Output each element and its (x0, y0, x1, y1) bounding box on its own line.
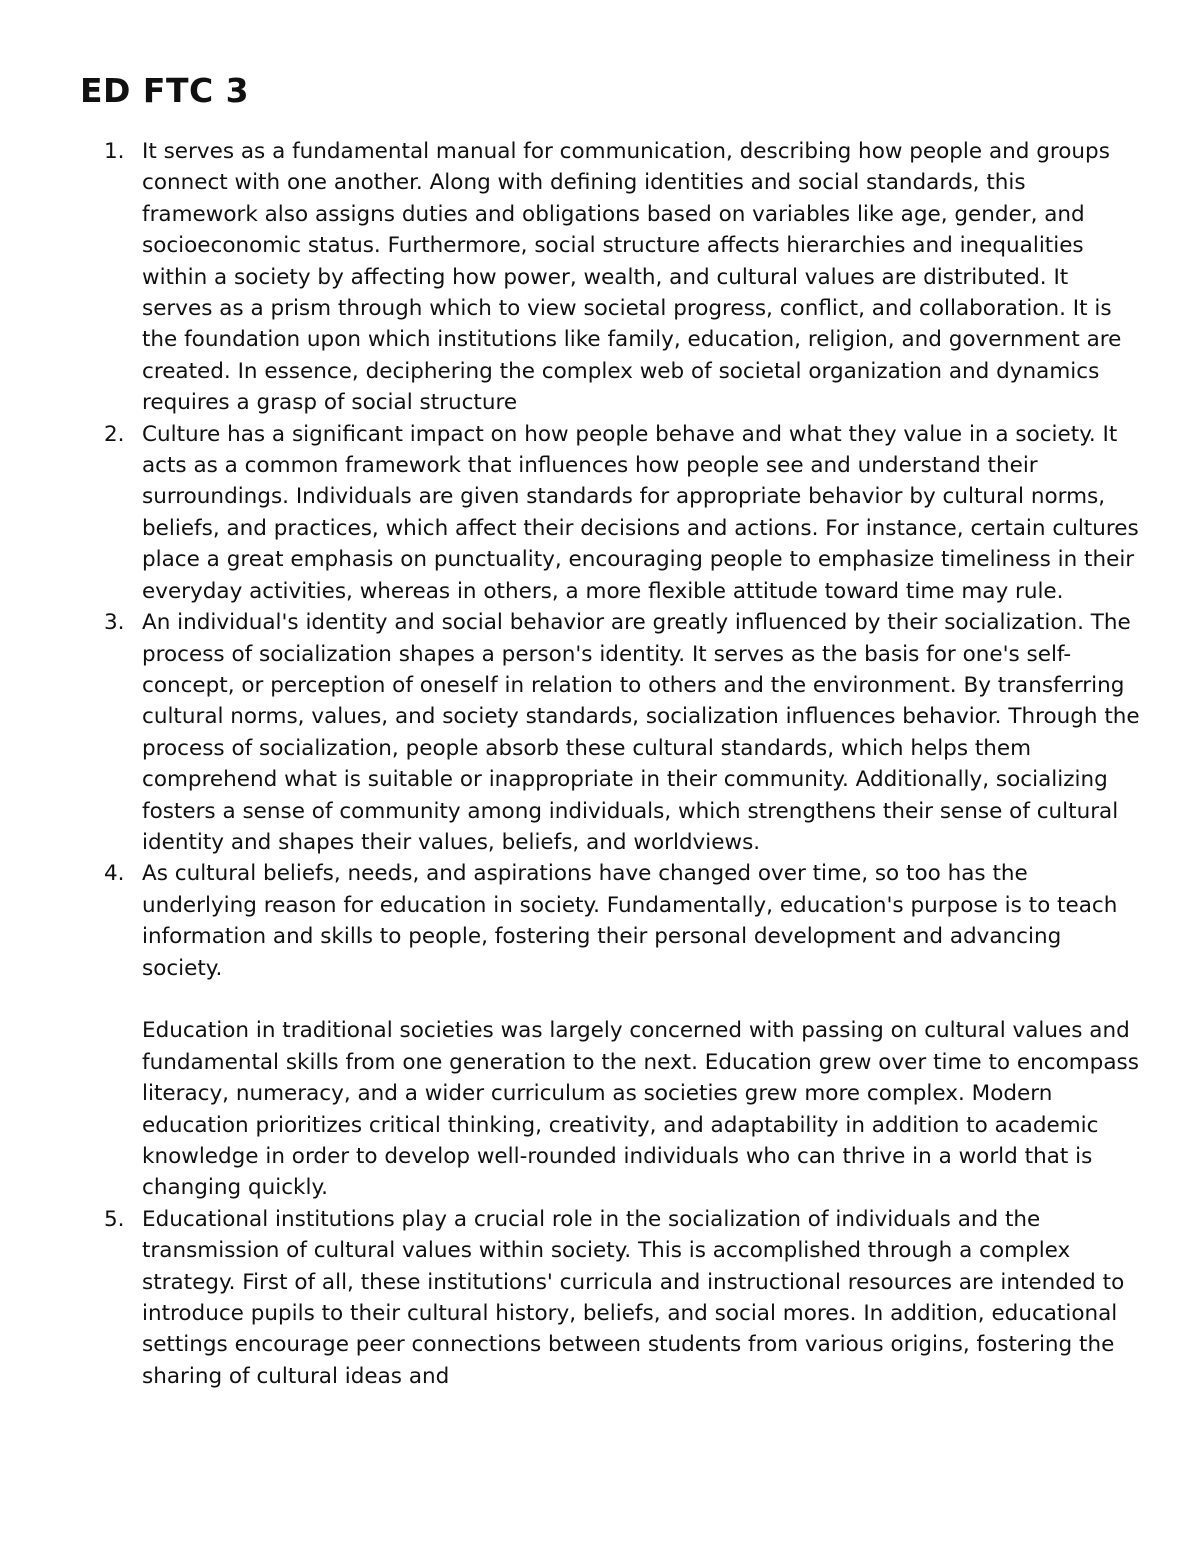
document-title: ED FTC 3 (80, 71, 250, 110)
list-item-number: 3. (104, 610, 125, 636)
list-item-text: Culture has a significant impact on how people behave and what they value in a society. It acts as a common framework that influences how people see and understand their surroundings. Individuals are given standards for appropriate behavior by cultural norms, beliefs, and practices, which affect their decisions and actions. For instance, certain cultures place a great emphasis on punctuality, encouraging people to emphasize timeliness in their everyday activities, whereas in others, a more flexible attitude toward time may rule. (142, 421, 1139, 604)
list-item (80, 136, 1140, 419)
list-item (80, 1204, 1140, 1392)
list-item (80, 419, 1140, 607)
list-item-number: 4. (104, 861, 125, 887)
list-item (80, 858, 1140, 1203)
list-item-text: An individual's identity and social behavior are greatly influenced by their socialization. The process of socialization shapes a person's identity. It serves as the basis for one's self-concept, or perception of oneself in relation to others and the environment. By transferring cultural norms, values, and society standards, socialization influences behavior. Through the process of socialization, people absorb these cultural standards, which helps them comprehend what is suitable or inappropriate in their community. Additionally, socializing fosters a sense of community among individuals, which strengthens their sense of cultural identity and shapes their values, beliefs, and worldviews. (142, 610, 1140, 855)
list-item-text: As cultural beliefs, needs, and aspirations have changed over time, so too has the underlying reason for education in society. Fundamentally, education's purpose is to teach information and skills to people, fostering their personal development and advancing society. (142, 861, 1118, 981)
list-item (80, 607, 1140, 858)
list-item-text: Educational institutions play a crucial role in the socialization of individuals and the transmission of cultural values within society. This is accomplished through a complex strategy. First of all, these institutions' curricula and instructional resources are intended to introduce pupils to their cultural history, beliefs, and social mores. In addition, educational settings encourage peer connections between students from various origins, fostering the sharing of cultural ideas and (142, 1206, 1125, 1389)
list-item-number: 5. (104, 1206, 125, 1232)
list-item-number: 2. (104, 421, 125, 447)
list-item-text: Education in traditional societies was largely concerned with passing on cultural values and fundamental skills from one generation to the next. Education grew over time to encompass literacy, numeracy, and a wider curriculum as societies grew more complex. Modern education prioritizes critical thinking, creativity, and adaptability in addition to academic knowledge in order to develop well-rounded individuals who can thrive in a world that is changing quickly. (142, 1018, 1139, 1201)
numbered-list (80, 136, 1140, 1392)
list-item-text: It serves as a fundamental manual for communication, describing how people and groups connect with one another. Along with defining identities and social standards, this framework also assigns duties and obligations based on variables like age, gender, and socioeconomic status. Furthermore, social structure affects hierarchies and inequalities within a society by affecting how power, wealth, and cultural values are distributed. It serves as a prism through which to view societal progress, conflict, and collaboration. It is the foundation upon which institutions like family, education, religion, and government are created. In essence, deciphering the complex web of societal organization and dynamics requires a grasp of social structure (142, 139, 1122, 416)
list-item-number: 1. (104, 139, 125, 164)
